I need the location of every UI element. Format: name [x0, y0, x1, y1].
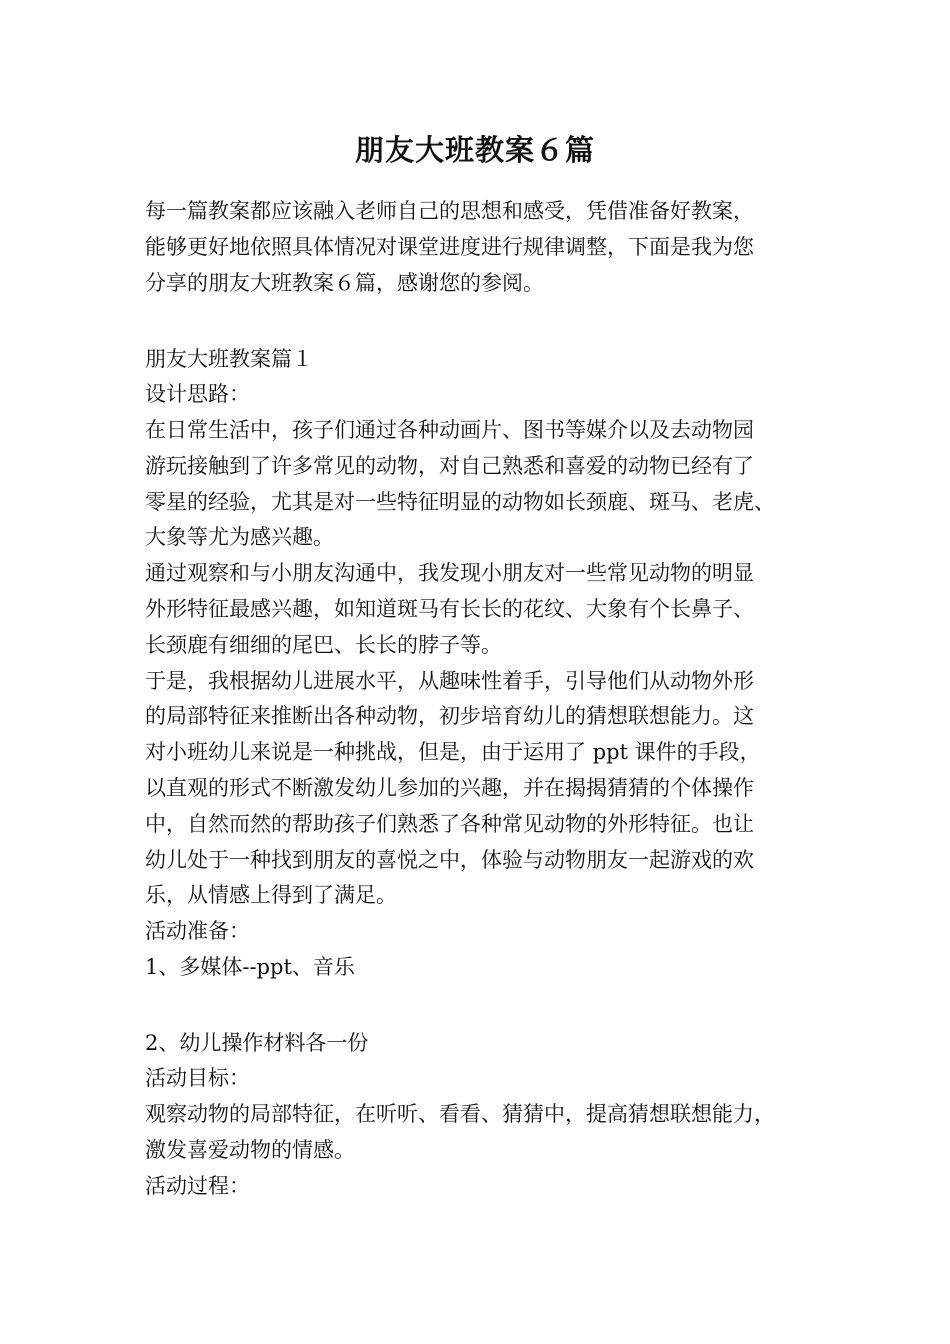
- body-line: 在日常生活中，孩子们通过各种动画片、图书等媒介以及去动物园: [145, 418, 754, 442]
- section-heading: 朋友大班教案篇１: [145, 347, 313, 371]
- document-title: 朋友大班教案６篇: [354, 133, 595, 167]
- subheading-design: 设计思路：: [145, 382, 250, 406]
- body-line: 对小班幼儿来说是一种挑战，但是，由于运用了 ppt 课件的手段，: [145, 740, 761, 764]
- list-item: 1、多媒体--ppt、音乐: [145, 955, 355, 979]
- body-line: 幼儿处于一种找到朋友的喜悦之中，体验与动物朋友一起游戏的欢: [145, 848, 754, 872]
- body-line: 的局部特征来推断出各种动物，初步培育幼儿的猜想联想能力。这: [145, 704, 754, 728]
- intro-line-3: 分享的朋友大班教案６篇，感谢您的参阅。: [145, 271, 544, 295]
- intro-line-1: 每一篇教案都应该融入老师自己的思想和感受，凭借准备好教案，: [145, 199, 754, 223]
- body-line: 大象等尤为感兴趣。: [145, 525, 334, 549]
- body-line: 激发喜爱动物的情感。: [145, 1138, 355, 1162]
- body-line: 零星的经验，尤其是对一些特征明显的动物如长颈鹿、斑马、老虎、: [145, 490, 775, 514]
- body-line: 中，自然而然的帮助孩子们熟悉了各种常见动物的外形特征。也让: [145, 812, 754, 836]
- body-line: 外形特征最感兴趣，如知道斑马有长长的花纹、大象有个长鼻子、: [145, 597, 754, 621]
- body-line: 游玩接触到了许多常见的动物，对自己熟悉和喜爱的动物已经有了: [145, 454, 754, 478]
- subheading-process: 活动过程：: [145, 1174, 250, 1198]
- body-line: 通过观察和与小朋友沟通中，我发现小朋友对一些常见动物的明显: [145, 561, 754, 585]
- body-line: 以直观的形式不断激发幼儿参加的兴趣，并在揭揭猜猜的个体操作: [145, 776, 754, 800]
- list-item: 2、幼儿操作材料各一份: [145, 1031, 369, 1055]
- body-line: 于是，我根据幼儿进展水平，从趣味性着手，引导他们从动物外形: [145, 669, 754, 693]
- body-line: 观察动物的局部特征，在听听、看看、猜猜中，提高猜想联想能力，: [145, 1102, 775, 1126]
- intro-line-2: 能够更好地依照具体情况对课堂进度进行规律调整，下面是我为您: [145, 235, 754, 259]
- subheading-goals: 活动目标：: [145, 1066, 250, 1090]
- subheading-preparation: 活动准备：: [145, 919, 250, 943]
- body-line: 乐，从情感上得到了满足。: [145, 883, 397, 907]
- body-line: 长颈鹿有细细的尾巴、长长的脖子等。: [145, 633, 502, 657]
